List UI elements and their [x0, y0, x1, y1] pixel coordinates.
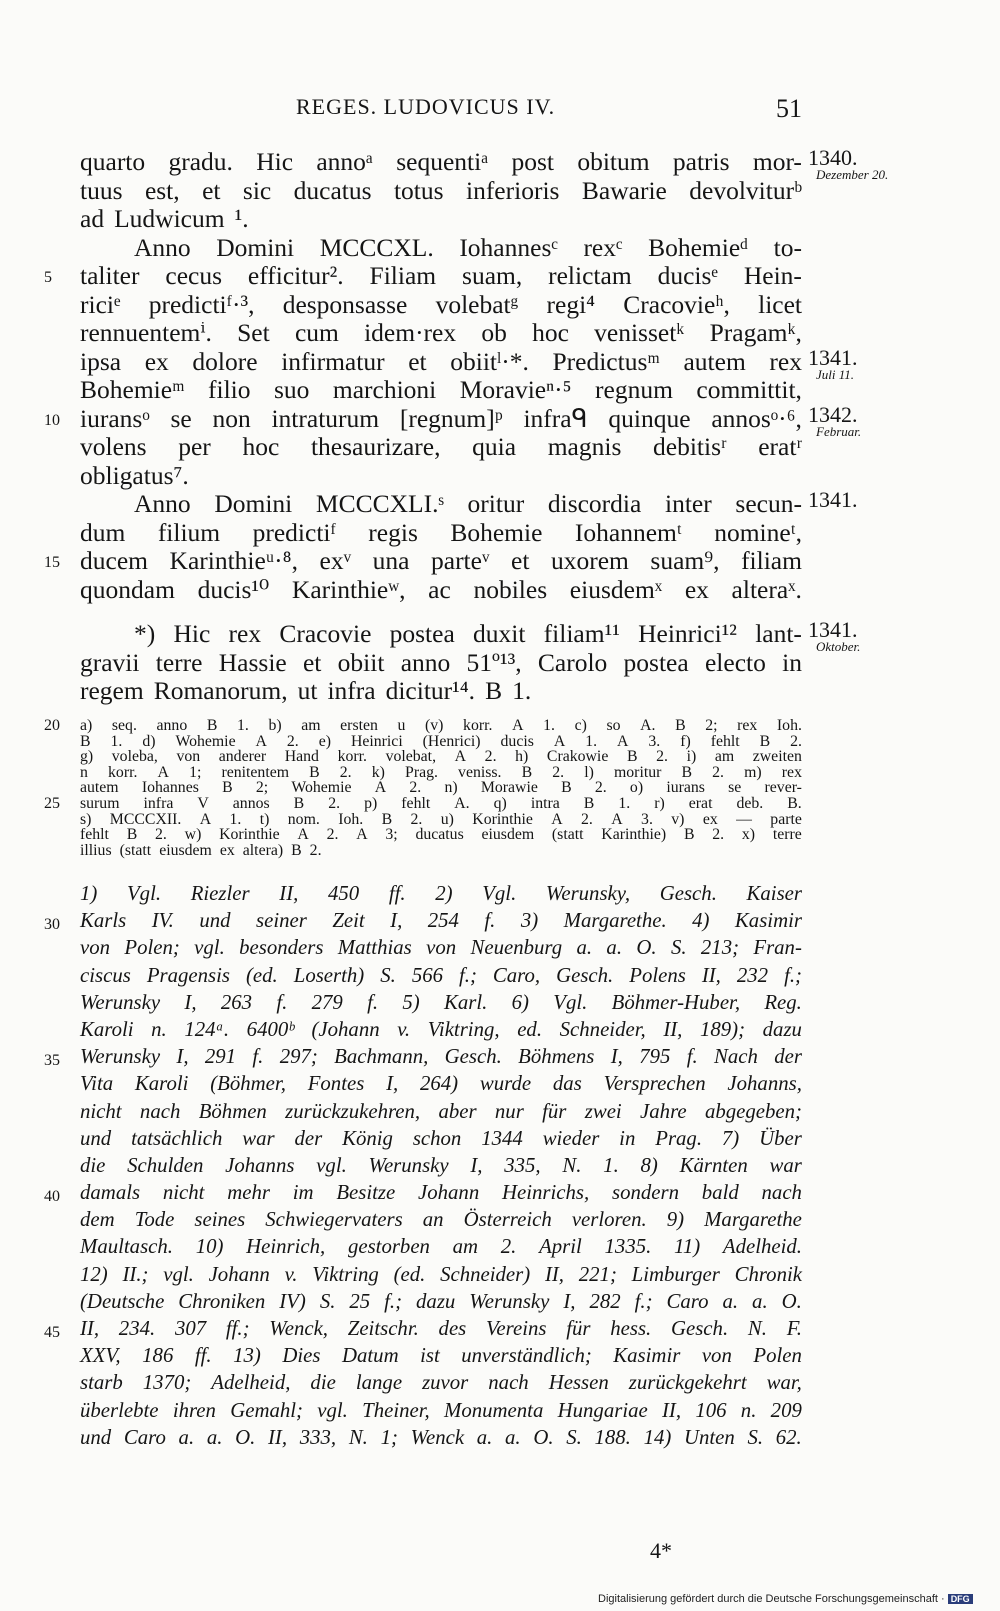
text-line: 35 Werunsky I, 291 f. 297; Bachmann, Gesch. Böhmens I, 795 f. Nach der: [80, 1043, 802, 1070]
text-line: obligatus⁷.: [80, 460, 189, 490]
margin-year: 1342.: [808, 401, 858, 427]
variant-apparatus: [44, 717, 802, 859]
digitization-credit: [598, 1593, 973, 1605]
margin-year: 1341.: [808, 617, 858, 642]
text-line: nicht nach Böhmen zurückzukehren, aber nur für zwei Jahre abgegeben;: [80, 1099, 802, 1123]
text-line: 10 iuransᵒ se non intraturum [regnum]ᵖ infraᑫ quinque annosᵒ·⁶, 1342. Februar.: [44, 401, 862, 439]
text-line: 20 a) seq. anno B 1. b) am ersten u (v) korr. A 1. c) so A. B 2; rex Ioh.: [44, 717, 802, 734]
text-line: rennuentemⁱ. Set cum idem·rex ob hoc venissetᵏ Pragamᵏ,: [80, 318, 802, 347]
text-line: 1) Vgl. Riezler II, 450 ff. 2) Vgl. Werunsky, Gesch. Kaiser: [80, 882, 802, 905]
text-line: 30 Karls IV. und seiner Zeit I, 254 f. 3) Margarethe. 4) Kasimir: [80, 907, 802, 934]
text-line: gravii terre Hassie et obiit anno 51º¹³, Carolo postea electo in: [80, 647, 802, 677]
text-line: und tatsächlich war der König schon 1344 wieder in Prag. 7) Über: [80, 1126, 802, 1150]
text-line: illius (statt eiusdem ex altera) B 2.: [80, 841, 322, 859]
text-line: volens per hoc thesaurizare, quia magnis debitisʳ eratʳ: [80, 432, 802, 461]
dfg-logo: DFG: [948, 1594, 973, 1604]
margin-day: Oktober.: [816, 639, 861, 654]
text-line: 25 surum infra V annos B 2. p) fehlt A. q) intra B 1. r) erat deb. B.: [44, 794, 802, 812]
text-line: überlebte ihren Gemahl; vgl. Theiner, Monumenta Hungariae II, 106 n. 209: [80, 1398, 802, 1422]
credit-text: Digitalisierung gefördert durch die Deutsche Forschungsgemeinschaft ·: [598, 1593, 945, 1605]
text-line: s) MCCCXII. A 1. t) nom. Ioh. B 2. u) Korinthie A 2. A 3. v) ex — parte: [80, 810, 802, 828]
text-line: regem Romanorum, ut infra dicitur¹⁴. B 1.: [80, 676, 532, 705]
text-line: *) Hic rex Cracovie postea duxit filiam¹¹ Heinrici¹² lant- 1341. Oktober.: [134, 617, 861, 654]
text-line: ad Ludwicum ¹.: [80, 204, 249, 233]
margin-day: Dezember 20.: [816, 167, 889, 182]
line-number: 10: [44, 411, 60, 429]
explanatory-notes: [44, 880, 802, 1451]
margin-date: [808, 401, 862, 439]
margin-date: [808, 344, 858, 382]
text-line: n korr. A 1; renitentem B 2. k) Prag. veniss. B 2. l) moritur B 2. m) rex: [80, 763, 802, 781]
line-number: 35: [44, 1052, 60, 1070]
text-line: quarto gradu. Hic annoᵃ sequentiᵃ post obitum patris mor- 1340. Dezember 20.: [80, 145, 889, 182]
margin-day: Juli 11.: [816, 366, 855, 382]
text-line: 12) II.; vgl. Johann v. Viktring (ed. Schneider) II, 221; Limburger Chronik: [80, 1262, 802, 1286]
running-title: REGES. LUDOVICUS IV.: [296, 94, 556, 119]
text-line: quondam ducis¹⁰ Karinthieʷ, ac nobiles eiusdemˣ ex alteraˣ.: [80, 574, 802, 604]
main-text: [44, 145, 889, 604]
text-line: die Schulden Johanns vgl. Werunsky I, 335, N. 1. 8) Kärnten war: [80, 1153, 802, 1177]
text-line: 45 II, 234. 307 ff.; Wenck, Zeitschr. des Vereins für hess. Gesch. N. F.: [80, 1315, 802, 1342]
text-line: fehlt B 2. w) Korinthie A 2. A 3; ducatus eiusdem (statt Karinthie) B 2. x) terre: [80, 826, 802, 844]
text-line: Werunsky I, 263 f. 279 f. 5) Karl. 6) Vgl. Böhmer-Huber, Reg.: [80, 990, 802, 1014]
text-line: Anno Domini MCCCXL. Iohannesᶜ rexᶜ Bohemieᵈ to-: [134, 232, 802, 262]
line-number: 45: [44, 1324, 60, 1341]
star-footnote: [80, 617, 861, 706]
text-line: B 1. d) Wohemie A 2. e) Heinrici (Henrici) ducis A 1. A 3. f) fehlt B 2.: [80, 732, 802, 750]
margin-date: [808, 617, 861, 654]
line-number: 40: [44, 1188, 60, 1206]
margin-year: 1341.: [808, 344, 858, 370]
text-line: und Caro a. a. O. II, 333, N. 1; Wenck a. a. O. S. 188. 14) Unten S. 62.: [80, 1425, 802, 1449]
text-line: autem Iohannes B 2; Wohemie A 2. n) Morawie B 2. o) iurans se rever-: [80, 779, 802, 797]
page-header: [0, 94, 1000, 128]
line-number: 20: [44, 717, 60, 734]
line-number: 30: [44, 916, 60, 934]
line-number: 25: [44, 794, 60, 812]
text-line: tuus est, et sic ducatus totus inferioris Bawarie devolviturᵇ: [80, 175, 802, 205]
text-line: Bohemieᵐ filio suo marchioni Moravieⁿ·⁵ regnum committit,: [80, 375, 802, 404]
text-line: ciscus Pragensis (ed. Loserth) S. 566 f.; Caro, Gesch. Polens II, 232 f.;: [80, 963, 802, 987]
text-line: starb 1370; Adelheid, die lange zuvor nach Hessen zurückgekehrt war,: [80, 1371, 802, 1395]
text-line: Maultasch. 10) Heinrich, gestorben am 2. April 1335. 11) Adelheid.: [80, 1235, 802, 1259]
margin-date: [808, 487, 858, 512]
margin-day: Februar.: [816, 423, 862, 439]
line-number: 15: [44, 554, 60, 571]
margin-year: 1340.: [808, 145, 858, 170]
text-line: ipsa ex dolore infirmatur et obiitˡ·*. Predictusᵐ autem rex 1341. Juli 11.: [80, 344, 858, 382]
margin-year: 1341.: [808, 487, 858, 512]
text-line: dem Tode seines Schwiegervaters an Österreich verloren. 9) Margarethe: [80, 1208, 802, 1232]
margin-date: [808, 145, 889, 182]
text-line: dum filium predictiᶠ regis Bohemie Iohannemᵗ nomineᵗ,: [80, 517, 802, 547]
signature-mark: 4*: [650, 1538, 672, 1563]
text-line: 40 damals nicht mehr im Besitze Johann Heinrichs, sondern bald nach: [80, 1179, 802, 1206]
text-line: g) voleba, von anderer Hand korr. volebat, A 2. h) Crakowie B 2. i) am zweiten: [80, 748, 802, 766]
text-line: Karoli n. 124ᵃ. 6400ᵇ (Johann v. Viktring, ed. Schneider, II, 189); dazu: [80, 1017, 802, 1041]
text-line: XXV, 186 ff. 13) Dies Datum ist unverständlich; Kasimir von Polen: [80, 1344, 802, 1368]
text-line: (Deutsche Chroniken IV) S. 25 f.; dazu Werunsky I, 282 f.; Caro a. a. O.: [80, 1289, 802, 1313]
text-line: 15 ducem Karinthieᵘ·⁸, exᵛ una parteᵛ et uxorem suam⁹, filiam: [80, 547, 802, 576]
text-line: Anno Domini MCCCXLI.ˢ oritur discordia inter secun- 1341.: [134, 487, 858, 518]
page-number: 51: [776, 94, 802, 123]
line-number: 5: [44, 269, 52, 286]
text-line: von Polen; vgl. besonders Matthias von Neuenburg a. a. O. S. 213; Fran-: [80, 936, 802, 960]
text-line: 5 taliter cecus efficitur². Filiam suam, relictam ducisᵉ Hein-: [80, 262, 802, 291]
text-line: riciᵉ predictiᶠ·³, desponsasse volebatᵍ regi⁴ Cracovieʰ, licet: [80, 289, 802, 319]
text-line: Vita Karoli (Böhmer, Fontes I, 264) wurde das Versprechen Johanns,: [80, 1072, 802, 1096]
